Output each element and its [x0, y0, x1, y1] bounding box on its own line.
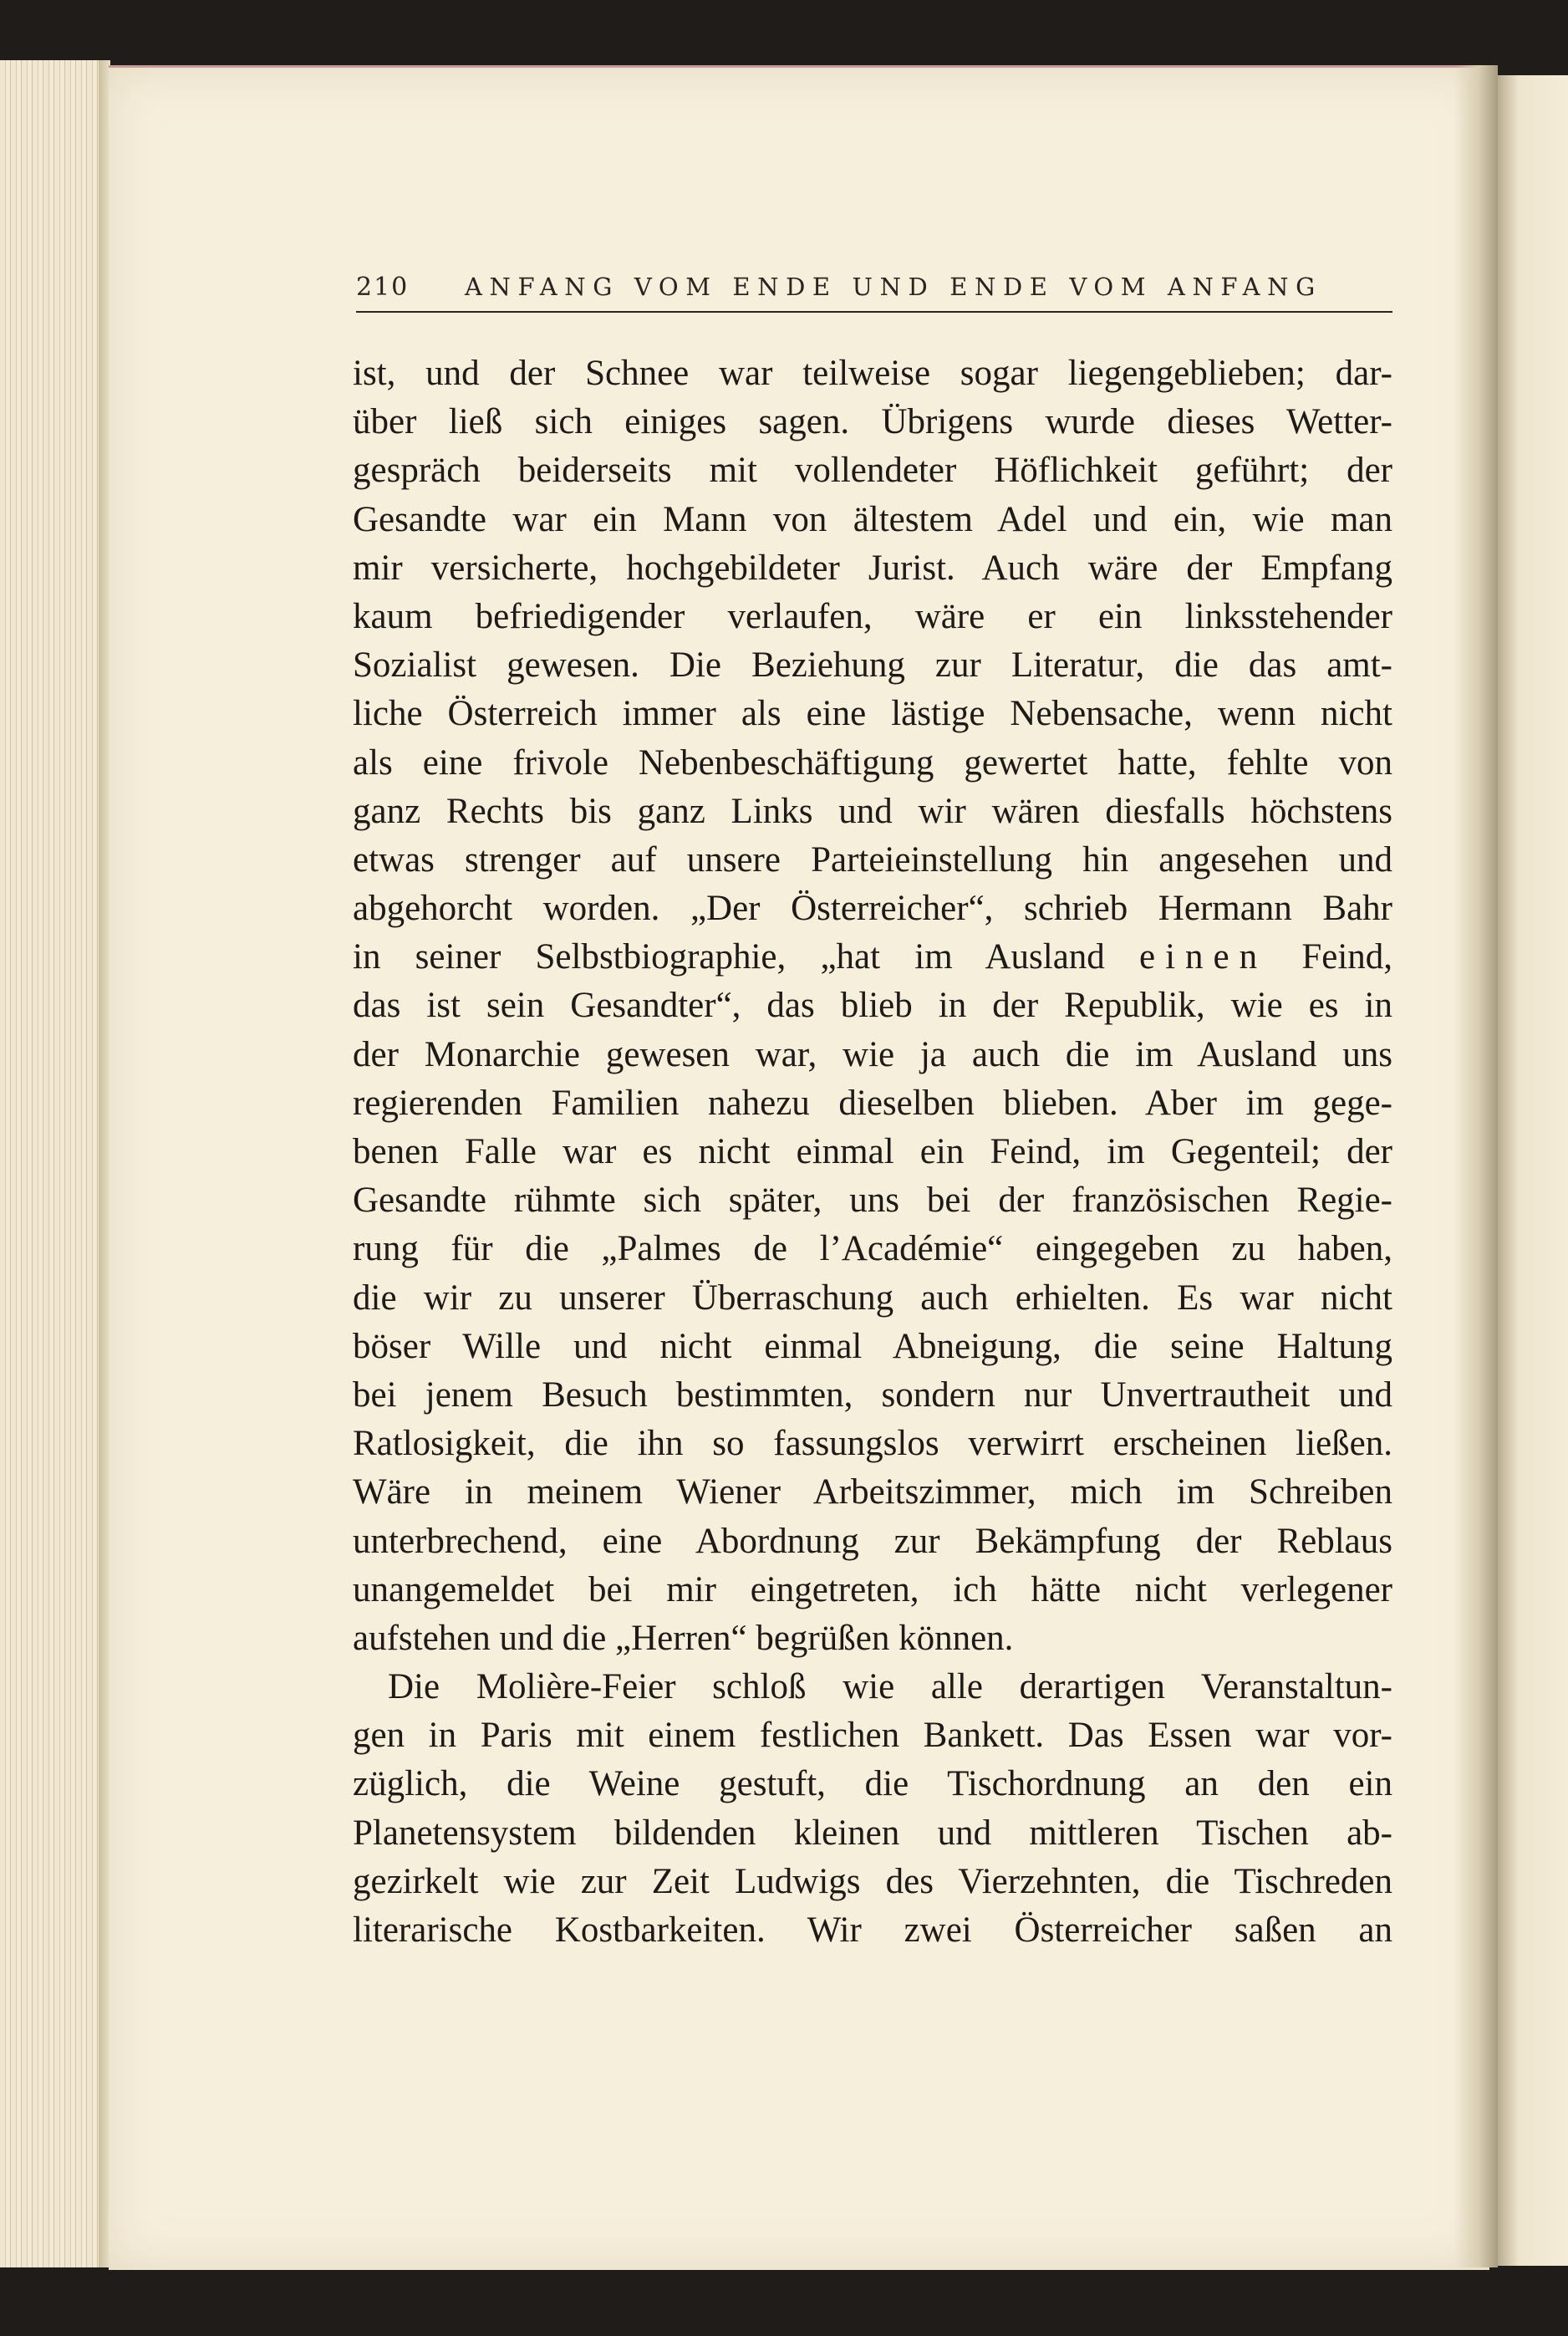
text-line: liche Österreich immer als eine lästige Nebensache, wenn nicht — [353, 694, 1392, 734]
text-line: etwas strenger auf unsere Parteieinstellung hin angesehen und — [353, 839, 1392, 880]
text-line: mir versicherte, hochgebildeter Jurist. Auch wäre der Empfang — [353, 548, 1392, 588]
text-line: Sozialist gewesen. Die Beziehung zur Literatur, die das amt- — [353, 645, 1392, 686]
running-head: ANFANG VOM ENDE UND ENDE VOM ANFANG — [465, 273, 1322, 301]
text-line: Wäre in meinem Wiener Arbeitszimmer, mich im Schreiben — [353, 1472, 1392, 1512]
text-line: als eine frivole Nebenbeschäftigung gewertet hatte, fehlte von — [353, 742, 1392, 783]
text-line: der Monarchie gewesen war, wie ja auch die im Ausland uns — [353, 1034, 1392, 1074]
gutter-shadow — [1454, 65, 1498, 2267]
text-line: ist, und der Schnee war teilweise sogar liegengeblieben; dar- — [353, 354, 1392, 393]
text-line: Planetensystem bildenden kleinen und mittleren Tischen ab- — [353, 1813, 1392, 1853]
text-line: aufstehen und die „Herren“ begrüßen können. — [353, 1618, 1014, 1658]
text-line: Gesandte war ein Mann von ältestem Adel und ein, wie man — [353, 499, 1392, 539]
line-end: Feind, — [1301, 937, 1392, 977]
text-line: kaum befriedigender verlaufen, wäre er ein linksstehender — [353, 596, 1392, 636]
line-start: in seiner Selbstbiographie, „hat im Ausland — [353, 937, 1105, 977]
text-line: böser Wille und nicht einmal Abneigung, die seine Haltung — [353, 1326, 1392, 1366]
page-number: 210 — [356, 273, 410, 302]
text-line: gen in Paris mit einem festlichen Bankett. Das Essen war vor- — [353, 1716, 1392, 1756]
text-line: Die Molière-Feier schloß wie alle derartigen Veranstaltun- — [388, 1667, 1392, 1707]
text-line: literarische Kostbarkeiten. Wir zwei Österreicher saßen an — [353, 1910, 1392, 1950]
text-line: gezirkelt wie zur Zeit Ludwigs des Vierzehnten, die Tischreden — [353, 1861, 1392, 1901]
text-line: das ist sein Gesandter“, das blieb in der Republik, wie es in — [353, 986, 1392, 1026]
text-line: regierenden Familien nahezu dieselben blieben. Aber im gege- — [353, 1083, 1392, 1123]
page-edges — [0, 60, 109, 2267]
text-line: bei jenem Besuch bestimmten, sondern nur Unvertrautheit und — [353, 1375, 1392, 1415]
text-line: unterbrechend, eine Abordnung zur Bekämpfung der Reblaus — [353, 1521, 1392, 1561]
text-line: Gesandte rühmte sich später, uns bei der französischen Regie- — [353, 1181, 1392, 1221]
text-line: abgehorcht worden. „Der Österreicher“, schrieb Hermann Bahr — [353, 889, 1392, 929]
body-text — [353, 349, 1392, 1955]
text-line: benen Falle war es nicht einmal ein Feind, im Gegenteil; der — [353, 1132, 1392, 1171]
text-line: gespräch beiderseits mit vollendeter Höflichkeit geführt; der — [353, 451, 1392, 491]
spaced-emphasis: einen — [1139, 937, 1268, 977]
facing-page-edge — [1498, 75, 1568, 2266]
text-line: über ließ sich einiges sagen. Übrigens wurde dieses Wetter- — [353, 402, 1392, 442]
text-line: Ratlosigkeit, die ihn so fassungslos verwirrt erscheinen ließen. — [353, 1424, 1392, 1464]
text-line: unangemeldet bei mir eingetreten, ich hätte nicht verlegener — [353, 1569, 1392, 1609]
text-line: die wir zu unserer Überraschung auch erhielten. Es war nicht — [353, 1278, 1392, 1318]
text-line: rung für die „Palmes de l’Académie“ eingegeben zu haben, — [353, 1229, 1392, 1269]
page-header — [356, 266, 1392, 313]
text-line: züglich, die Weine gestuft, die Tischordnung an den ein — [353, 1764, 1392, 1804]
text-line-with-spaced-word — [353, 933, 1392, 982]
text-line: ganz Rechts bis ganz Links und wir wären diesfalls höchstens — [353, 791, 1392, 831]
